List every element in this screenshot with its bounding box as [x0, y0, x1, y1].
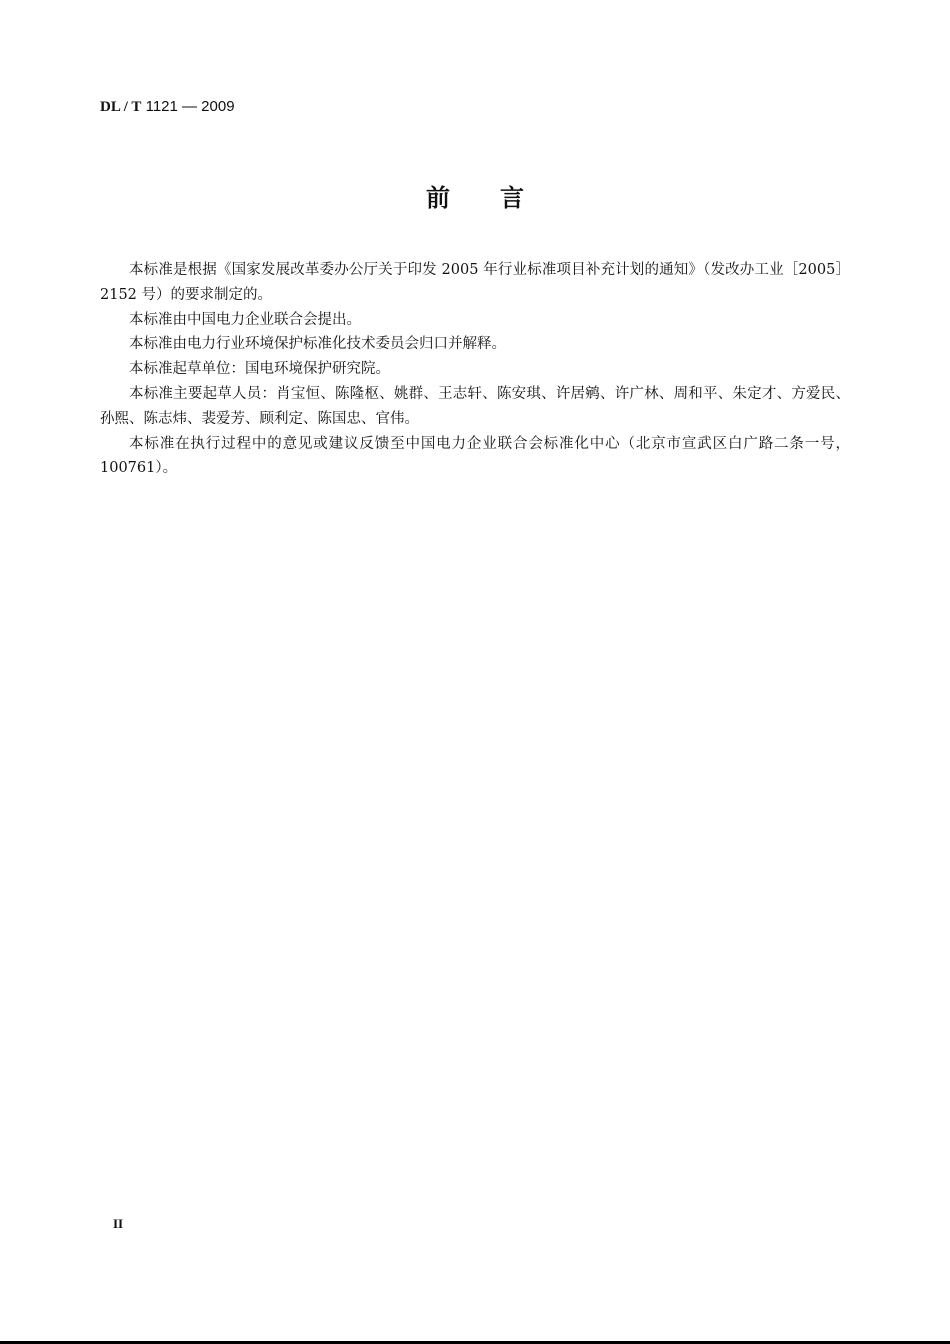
standard-code [100, 98, 235, 116]
foreword-body [100, 258, 850, 481]
standard-code-number: 1121 — 2009 [141, 98, 235, 115]
paragraph-basis: 本标准是根据《国家发展改革委办公厅关于印发 2005 年行业标准项目补充计划的通知》（发改办工业［2005］2152 号）的要求制定的。 [100, 262, 850, 303]
paragraph-drafters: 本标准主要起草人员：肖宝恒、陈隆枢、姚群、王志轩、陈安琪、许居鹓、许广林、周和平、朱定才、方爱民、孙熙、陈志炜、裴爱芳、顾利定、陈国忠、官伟。 [100, 385, 850, 427]
paragraph-administrator: 本标准由电力行业环境保护标准化技术委员会归口并解释。 [129, 336, 506, 353]
paragraph-proposer: 本标准由中国电力企业联合会提出。 [129, 311, 361, 328]
page-number: II [113, 1216, 124, 1231]
paragraph-feedback: 本标准在执行过程中的意见或建议反馈至中国电力企业联合会标准化中心（北京市宣武区白广路二条一号，100761）。 [100, 435, 850, 477]
page-title: 前言 [426, 184, 574, 212]
paragraph-drafting-unit: 本标准起草单位：国电环境保护研究院。 [129, 361, 390, 378]
standard-code-prefix: DL / T [100, 99, 142, 115]
